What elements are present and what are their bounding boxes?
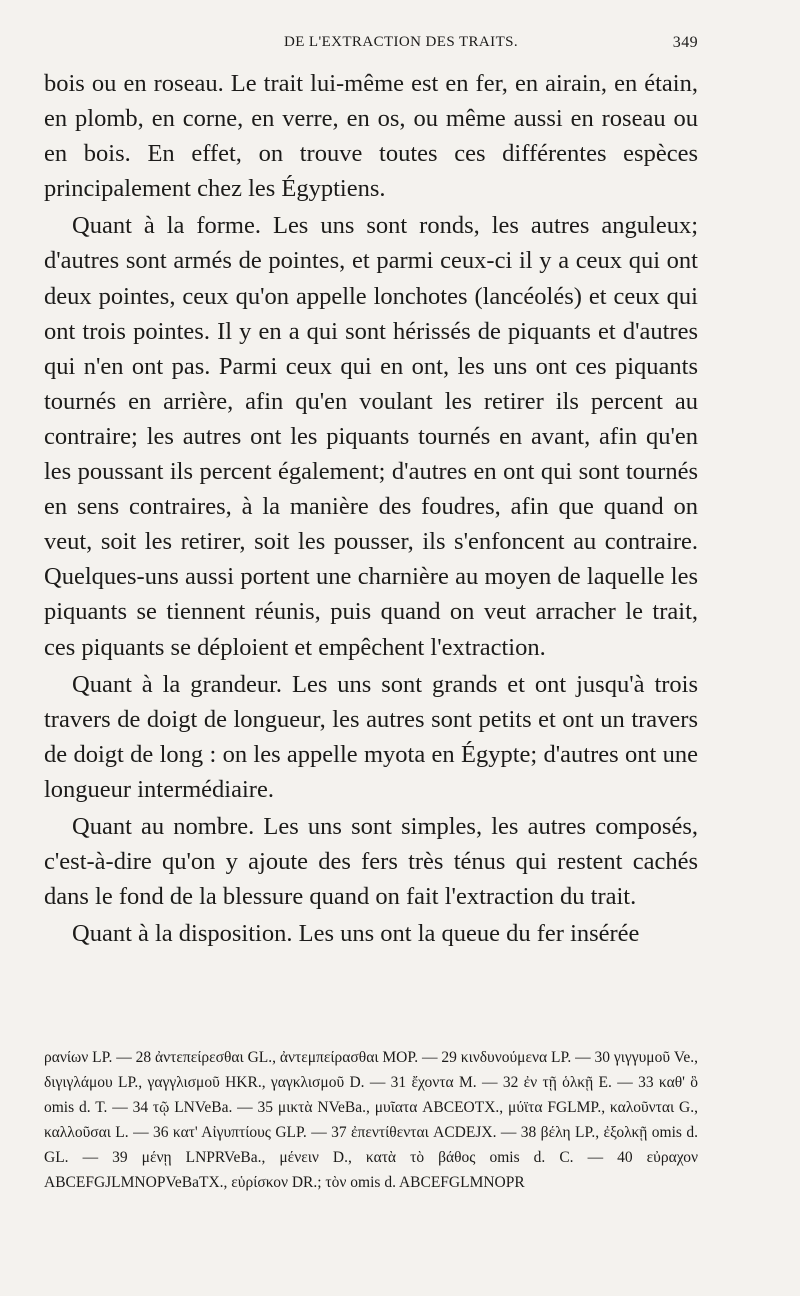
main-text [44, 66, 698, 951]
running-title: DE L'EXTRACTION DES TRAITS. [283, 34, 519, 50]
paragraph: bois ou en roseau. Le trait lui-même est en fer, en airain, en étain, en plomb, en corne, en verre, en os, ou même aussi en roseau ou en bois. En effet, on trouve toutes ces différentes espèces principalement chez les Égyptiens. [44, 70, 698, 203]
paragraph: Quant au nombre. Les uns sont simples, les autres composés, c'est-à-dire qu'on y ajoute des fers très ténus qui restent cachés dans le fond de la blessure quand on fait l'extraction du trait. [44, 812, 698, 911]
paragraph: Quant à la disposition. Les uns ont la queue du fer insérée [72, 920, 640, 948]
paragraph: Quant à la forme. Les uns sont ronds, les autres anguleux; d'autres sont armés de pointes, et parmi ceux-ci il y a ceux qui ont deux pointes, ceux qu'on appelle lonchotes (lancéolés) et ceux qui ont trois pointes. Il y en a qui sont hérissés de piquants et d'autres qui n'en ont pas. Parmi ceux qui en ont, les uns ont ces piquants tournés en arrière, afin qu'en voulant les retirer ils percent au contraire; les autres ont les piquants tournés en avant, afin qu'en les poussant ils percent également; d'autres en ont qui sont tournés en sens contraires, à la manière des foudres, afin que quand on veut, soit les retirer, soit les pousser, ils s'enfoncent au contraire. Quelques-uns aussi portent une charnière au moyen de laquelle les piquants se tiennent réunis, puis quand on veut arracher le trait, ces piquants se déploient et empêchent l'extraction. [44, 212, 698, 661]
footnotes [44, 1045, 698, 1195]
footnote-text: ρανίων LP. — 28 ἀντεπείρεσθαι GL., ἀντεμπείρασθαι MOP. — 29 κινδυνούμενα LP. — 30 γιγγυμοῦ Ve., διγιγλάμου LP., γαγγλισμοῦ HKR., γαγκλισμοῦ D. — 31 ἔχοντα M. — 32 ἐν τῇ ὁλκῇ E. — 33 καθ' ὃ omis d. T. — 34 τῷ LNVeBa. — 35 μικτὰ NVeBa., μυῖατα ABCEOTX., μύϊτα FGLMP., καλοῦνται G., καλλοῦσαι L. — 36 κατ' Αἰγυπτίους GLP. — 37 ἐπεντίθενται ACDEJX. — 38 βέλη LP., ἐξολκῇ omis d. GL. — 39 μένῃ LNPRVeBa., μένειν D., κατὰ τὸ βάθος omis d. C. — 40 εὐραχον ABCEFGJLMNOPVeBaTX., εὑρίσκον DR.; τὸν omis d. ABCEFGLMNOPR [44, 1049, 698, 1191]
paragraph: Quant à la grandeur. Les uns sont grands et ont jusqu'à trois travers de doigt de longueur, les autres sont petits et ont un travers de doigt de long : on les appelle myota en Égypte; d'autres ont une longueur intermédiaire. [44, 670, 698, 803]
page-number: 349 [672, 34, 698, 51]
running-head [44, 34, 698, 62]
